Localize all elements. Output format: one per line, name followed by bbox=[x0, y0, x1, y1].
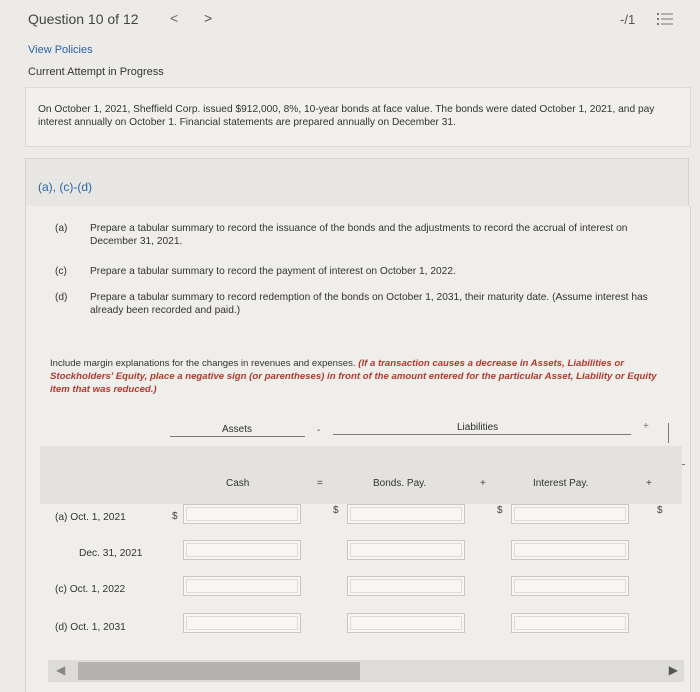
interest-payable-input-oct-1-2022[interactable] bbox=[511, 576, 629, 596]
problem-text: On October 1, 2021, Sheffield Corp. issued $912,000, 8%, 10-year bonds at face value. The bonds were dated October 1, 2021, and pay interest annually on October 1. Financial statements are prepared annually on December 31. bbox=[38, 104, 655, 128]
part-tag: (a) bbox=[55, 223, 68, 234]
prev-question-button[interactable]: < bbox=[170, 10, 179, 26]
score: -/1 bbox=[620, 12, 636, 27]
interest-payable-input-oct-1-2031[interactable] bbox=[511, 613, 629, 633]
cash-column-header: Cash bbox=[226, 478, 250, 489]
instructions bbox=[50, 357, 675, 396]
instructions-warning: (If a transaction causes a decrease in Assets, Liabilities or Stockholders' Equity, place a negative sign (or parentheses) in front of the amount entered for the particular Asset, Liability or Equity item that was reduced.) bbox=[50, 358, 657, 395]
currency-symbol: $ bbox=[657, 505, 663, 516]
instructions-text: Include margin explanations for the changes in revenues and expenses. bbox=[50, 358, 359, 369]
row-label-c: (c) Oct. 1, 2022 bbox=[55, 584, 126, 595]
scrollbar-thumb[interactable] bbox=[78, 662, 360, 680]
vertical-divider bbox=[668, 423, 669, 443]
part-text: Prepare a tabular summary to record redemption of the bonds on October 1, 2031, their maturity date. (Assume interest has already been recorded and paid.) bbox=[90, 292, 648, 316]
minus-sign: - bbox=[317, 425, 321, 436]
currency-symbol: $ bbox=[172, 511, 178, 522]
cash-input-oct-1-2022[interactable] bbox=[183, 576, 301, 596]
interest-payable-input-dec-31-2021[interactable] bbox=[511, 540, 629, 560]
view-policies-link[interactable]: View Policies bbox=[28, 44, 93, 56]
currency-symbol: $ bbox=[497, 505, 503, 516]
scroll-right-arrow-icon[interactable]: ▶ bbox=[668, 663, 678, 677]
column-header-band bbox=[40, 446, 682, 504]
cash-input-oct-1-2021[interactable] bbox=[183, 504, 301, 524]
bonds-payable-input-oct-1-2021[interactable] bbox=[347, 504, 465, 524]
part-tag: (d) bbox=[55, 292, 68, 303]
bonds-payable-column-header: Bonds. Pay. bbox=[373, 478, 427, 489]
part-tag: (c) bbox=[55, 266, 67, 277]
bonds-payable-input-dec-31-2021[interactable] bbox=[347, 540, 465, 560]
parts-label: (a), (c)-(d) bbox=[38, 180, 92, 194]
equals-sign: = bbox=[317, 478, 323, 489]
liabilities-header: Liabilities bbox=[457, 422, 499, 433]
cash-input-oct-1-2031[interactable] bbox=[183, 613, 301, 633]
attempt-status: Current Attempt in Progress bbox=[28, 66, 164, 78]
problem-statement-box bbox=[25, 87, 691, 147]
scroll-left-arrow-icon[interactable]: ◀ bbox=[56, 663, 66, 677]
plus-sign: + bbox=[643, 421, 649, 432]
bonds-payable-input-oct-1-2031[interactable] bbox=[347, 613, 465, 633]
currency-symbol: $ bbox=[333, 505, 339, 516]
plus-sign: + bbox=[480, 478, 486, 489]
row-label-a: (a) Oct. 1, 2021 bbox=[55, 512, 126, 523]
assets-header: Assets bbox=[222, 424, 253, 435]
cash-input-dec-31-2021[interactable] bbox=[183, 540, 301, 560]
question-list-icon[interactable] bbox=[656, 10, 674, 28]
parts-header bbox=[25, 158, 689, 208]
part-text: Prepare a tabular summary to record the payment of interest on October 1, 2022. bbox=[90, 266, 456, 277]
part-text: Prepare a tabular summary to record the issuance of the bonds and the adjustments to record the accrual of interest on December 31, 2021. bbox=[90, 223, 628, 247]
row-label-dec: Dec. 31, 2021 bbox=[79, 548, 143, 559]
bonds-payable-input-oct-1-2022[interactable] bbox=[347, 576, 465, 596]
plus-sign: + bbox=[646, 478, 652, 489]
horizontal-scrollbar[interactable] bbox=[48, 660, 684, 682]
question-title: Question 10 of 12 bbox=[28, 11, 139, 27]
liabilities-underline bbox=[333, 434, 631, 435]
row-label-d: (d) Oct. 1, 2031 bbox=[55, 622, 126, 633]
next-question-button[interactable]: > bbox=[204, 10, 213, 26]
interest-payable-input-oct-1-2021[interactable] bbox=[511, 504, 629, 524]
interest-payable-column-header: Interest Pay. bbox=[533, 478, 589, 489]
top-bar bbox=[0, 0, 700, 38]
assets-underline bbox=[170, 436, 305, 437]
